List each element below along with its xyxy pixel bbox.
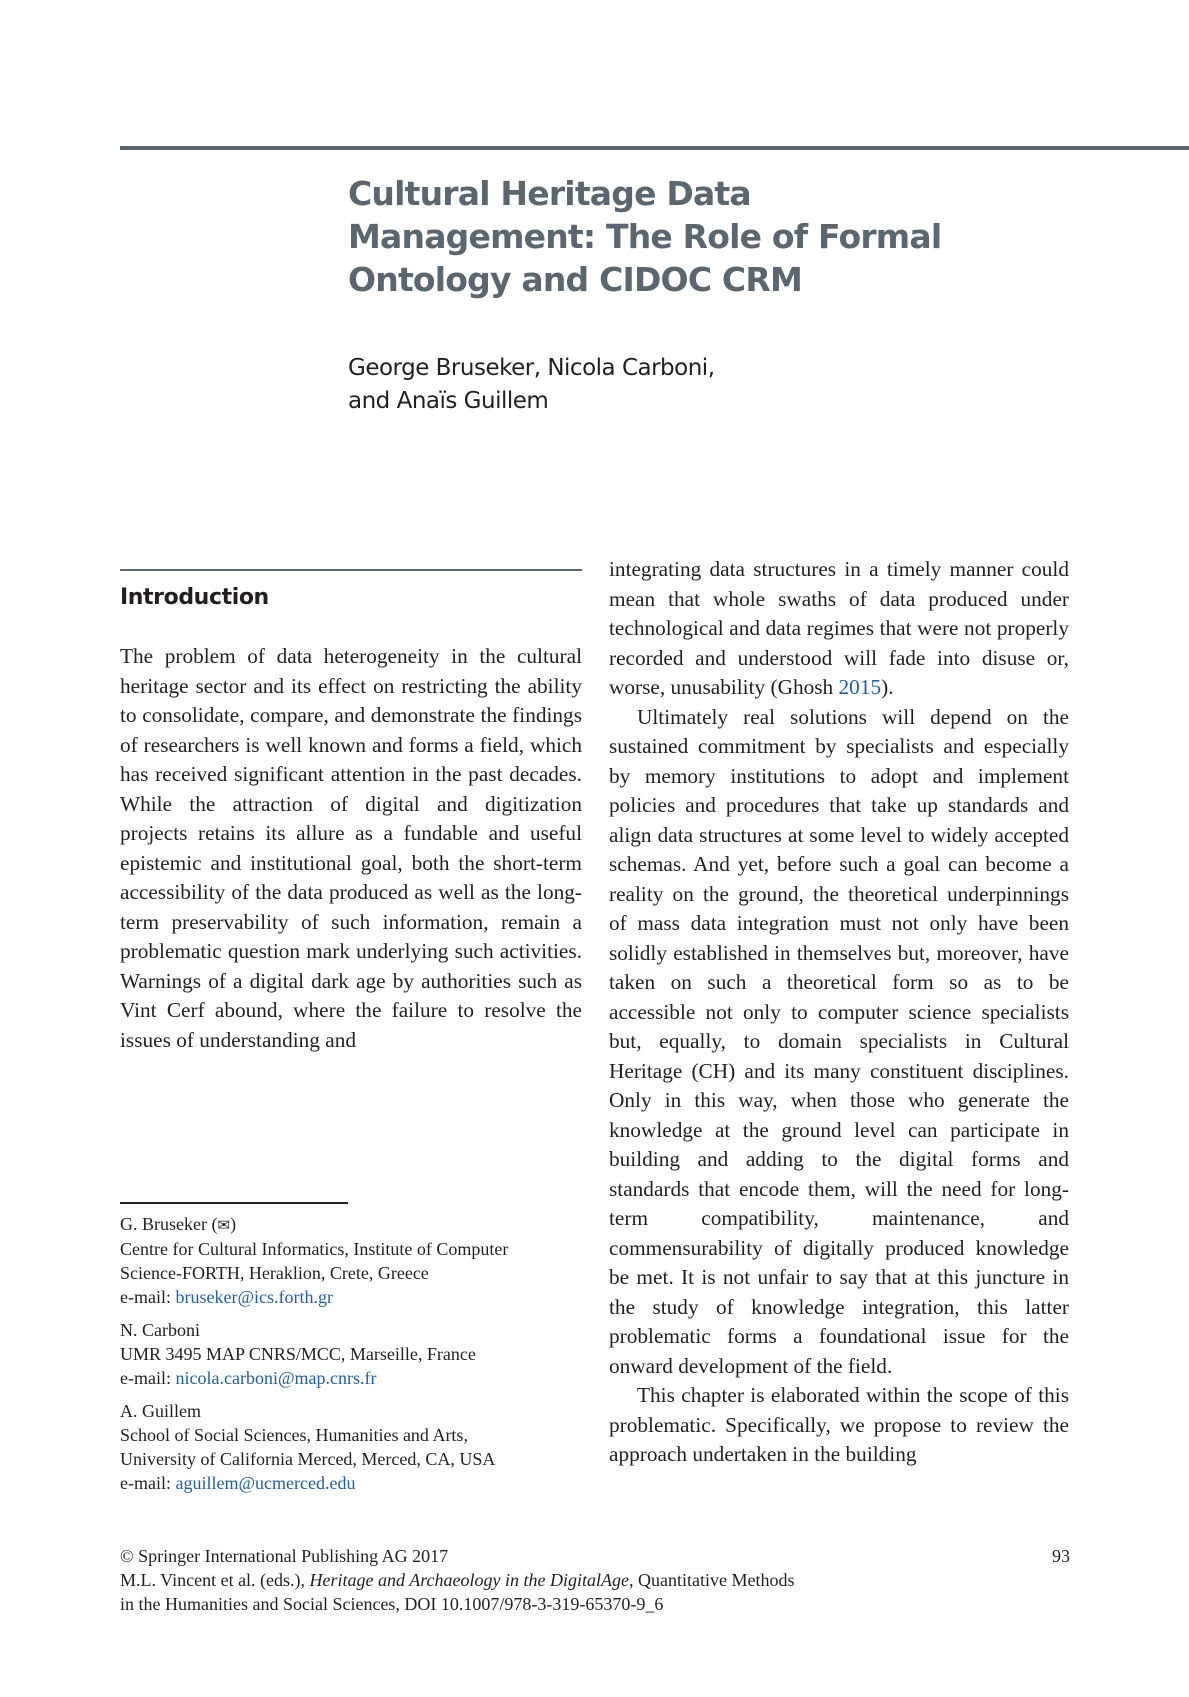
section-heading: Introduction [120, 585, 269, 610]
affiliation-guillem [120, 1399, 590, 1495]
affiliation-name: A. Guillem [120, 1401, 201, 1421]
affiliation-line: School of Social Sciences, Humanities and Arts, [120, 1425, 468, 1445]
copyright: © Springer International Publishing AG 2017 [120, 1546, 449, 1566]
paragraph: Ultimately real solutions will depend on the sustained commitment by specialists and especially by memory institutions to adopt and implement policies and procedures that take up standards and align data structures at some level to widely accepted schemas. And yet, before such a goal can become a reality on the ground, the theoretical underpinnings of mass data integration must not only have been solidly established in themselves but, moreover, have taken on such a theoretical form so as to be accessible not only to computer science specialists but, equally, to domain specialists in Cultural Heritage (CH) and its many constituent disciplines. Only in this way, when those who generate the knowledge at the ground level can participate in building and adding to the digital forms and standards that encode them, will the need for long-term compatibility, maintenance, and commensurability of digitally produced knowledge be met. It is not unfair to say that at this juncture in the study of knowledge integration, this latter problematic forms a foundational issue for the onward development of the field. [609, 704, 1069, 1378]
authors [348, 352, 1048, 418]
affiliation-bruseker [120, 1212, 590, 1309]
affiliation-line: Science-FORTH, Heraklion, Crete, Greece [120, 1263, 429, 1283]
author-line: and Anaïs Guillem [348, 388, 549, 414]
affiliation-name: G. Bruseker (✉) [120, 1214, 237, 1234]
left-column [120, 642, 582, 1055]
affiliation-email: e-mail: aguillem@ucmerced.edu [120, 1473, 356, 1493]
chapter-title [348, 172, 1048, 301]
page-number: 93 [1052, 1546, 1070, 1566]
author-line: George Bruseker, Nicola Carboni, [348, 355, 715, 381]
affiliation-name: N. Carboni [120, 1320, 200, 1340]
citation-line: in the Humanities and Social Sciences, DOI 10.1007/978-3-319-65370-9_6 [120, 1594, 664, 1614]
book-title: Heritage and Archaeology in the DigitalAge [309, 1570, 629, 1590]
footnote-rule [120, 1202, 348, 1204]
paragraph: The problem of data heterogeneity in the cultural heritage sector and its effect on restricting the ability to consolidate, compare, and demonstrate the findings of researchers is well known and forms a field, which has received significant attention in the past decades. While the attraction of digital and digitization projects retains its allure as a fundable and useful epistemic and institutional goal, both the short-term accessibility of the data produced as well as the long-term preservability of such information, remain a problematic question mark underlying such activities. Warnings of a digital dark age by authorities such as Vint Cerf abound, where the failure to resolve the issues of understanding and [120, 644, 582, 1052]
affiliation-email: e-mail: nicola.carboni@map.cnrs.fr [120, 1368, 377, 1388]
paragraph: This chapter is elaborated within the scope of this problematic. Specifically, we propose to review the approach undertaken in the building [609, 1383, 1069, 1466]
affiliations [120, 1212, 590, 1504]
top-rule [120, 146, 1189, 150]
email-link[interactable]: nicola.carboni@map.cnrs.fr [175, 1368, 377, 1388]
section-rule [120, 569, 582, 571]
affiliation-carboni [120, 1318, 590, 1390]
citation-link[interactable]: 2015 [838, 675, 882, 699]
paragraph-text: integrating data structures in a timely manner could mean that whole swaths of data produced under technological and data regimes that were not properly recorded and understood will fade into disuse or, worse, unusability (Ghosh [609, 557, 1069, 699]
paragraph [609, 555, 1069, 703]
title-line: Management: The Role of Formal [348, 217, 942, 256]
title-line: Ontology and CIDOC CRM [348, 260, 802, 299]
email-link[interactable]: bruseker@ics.forth.gr [175, 1287, 334, 1307]
citation-line: M.L. Vincent et al. (eds.), Heritage and Archaeology in the DigitalAge, Quantitative Methods [120, 1570, 795, 1590]
title-line: Cultural Heritage Data [348, 174, 751, 213]
page-footer [120, 1544, 1070, 1616]
paragraph-text: ). [881, 675, 894, 699]
affiliation-email: e-mail: bruseker@ics.forth.gr [120, 1287, 334, 1307]
affiliation-line: UMR 3495 MAP CNRS/MCC, Marseille, France [120, 1344, 476, 1364]
email-link[interactable]: aguillem@ucmerced.edu [175, 1473, 356, 1493]
envelope-icon: ✉ [217, 1216, 231, 1234]
affiliation-line: University of California Merced, Merced, CA, USA [120, 1449, 496, 1469]
affiliation-line: Centre for Cultural Informatics, Institute of Computer [120, 1239, 509, 1259]
right-column [609, 555, 1069, 1470]
